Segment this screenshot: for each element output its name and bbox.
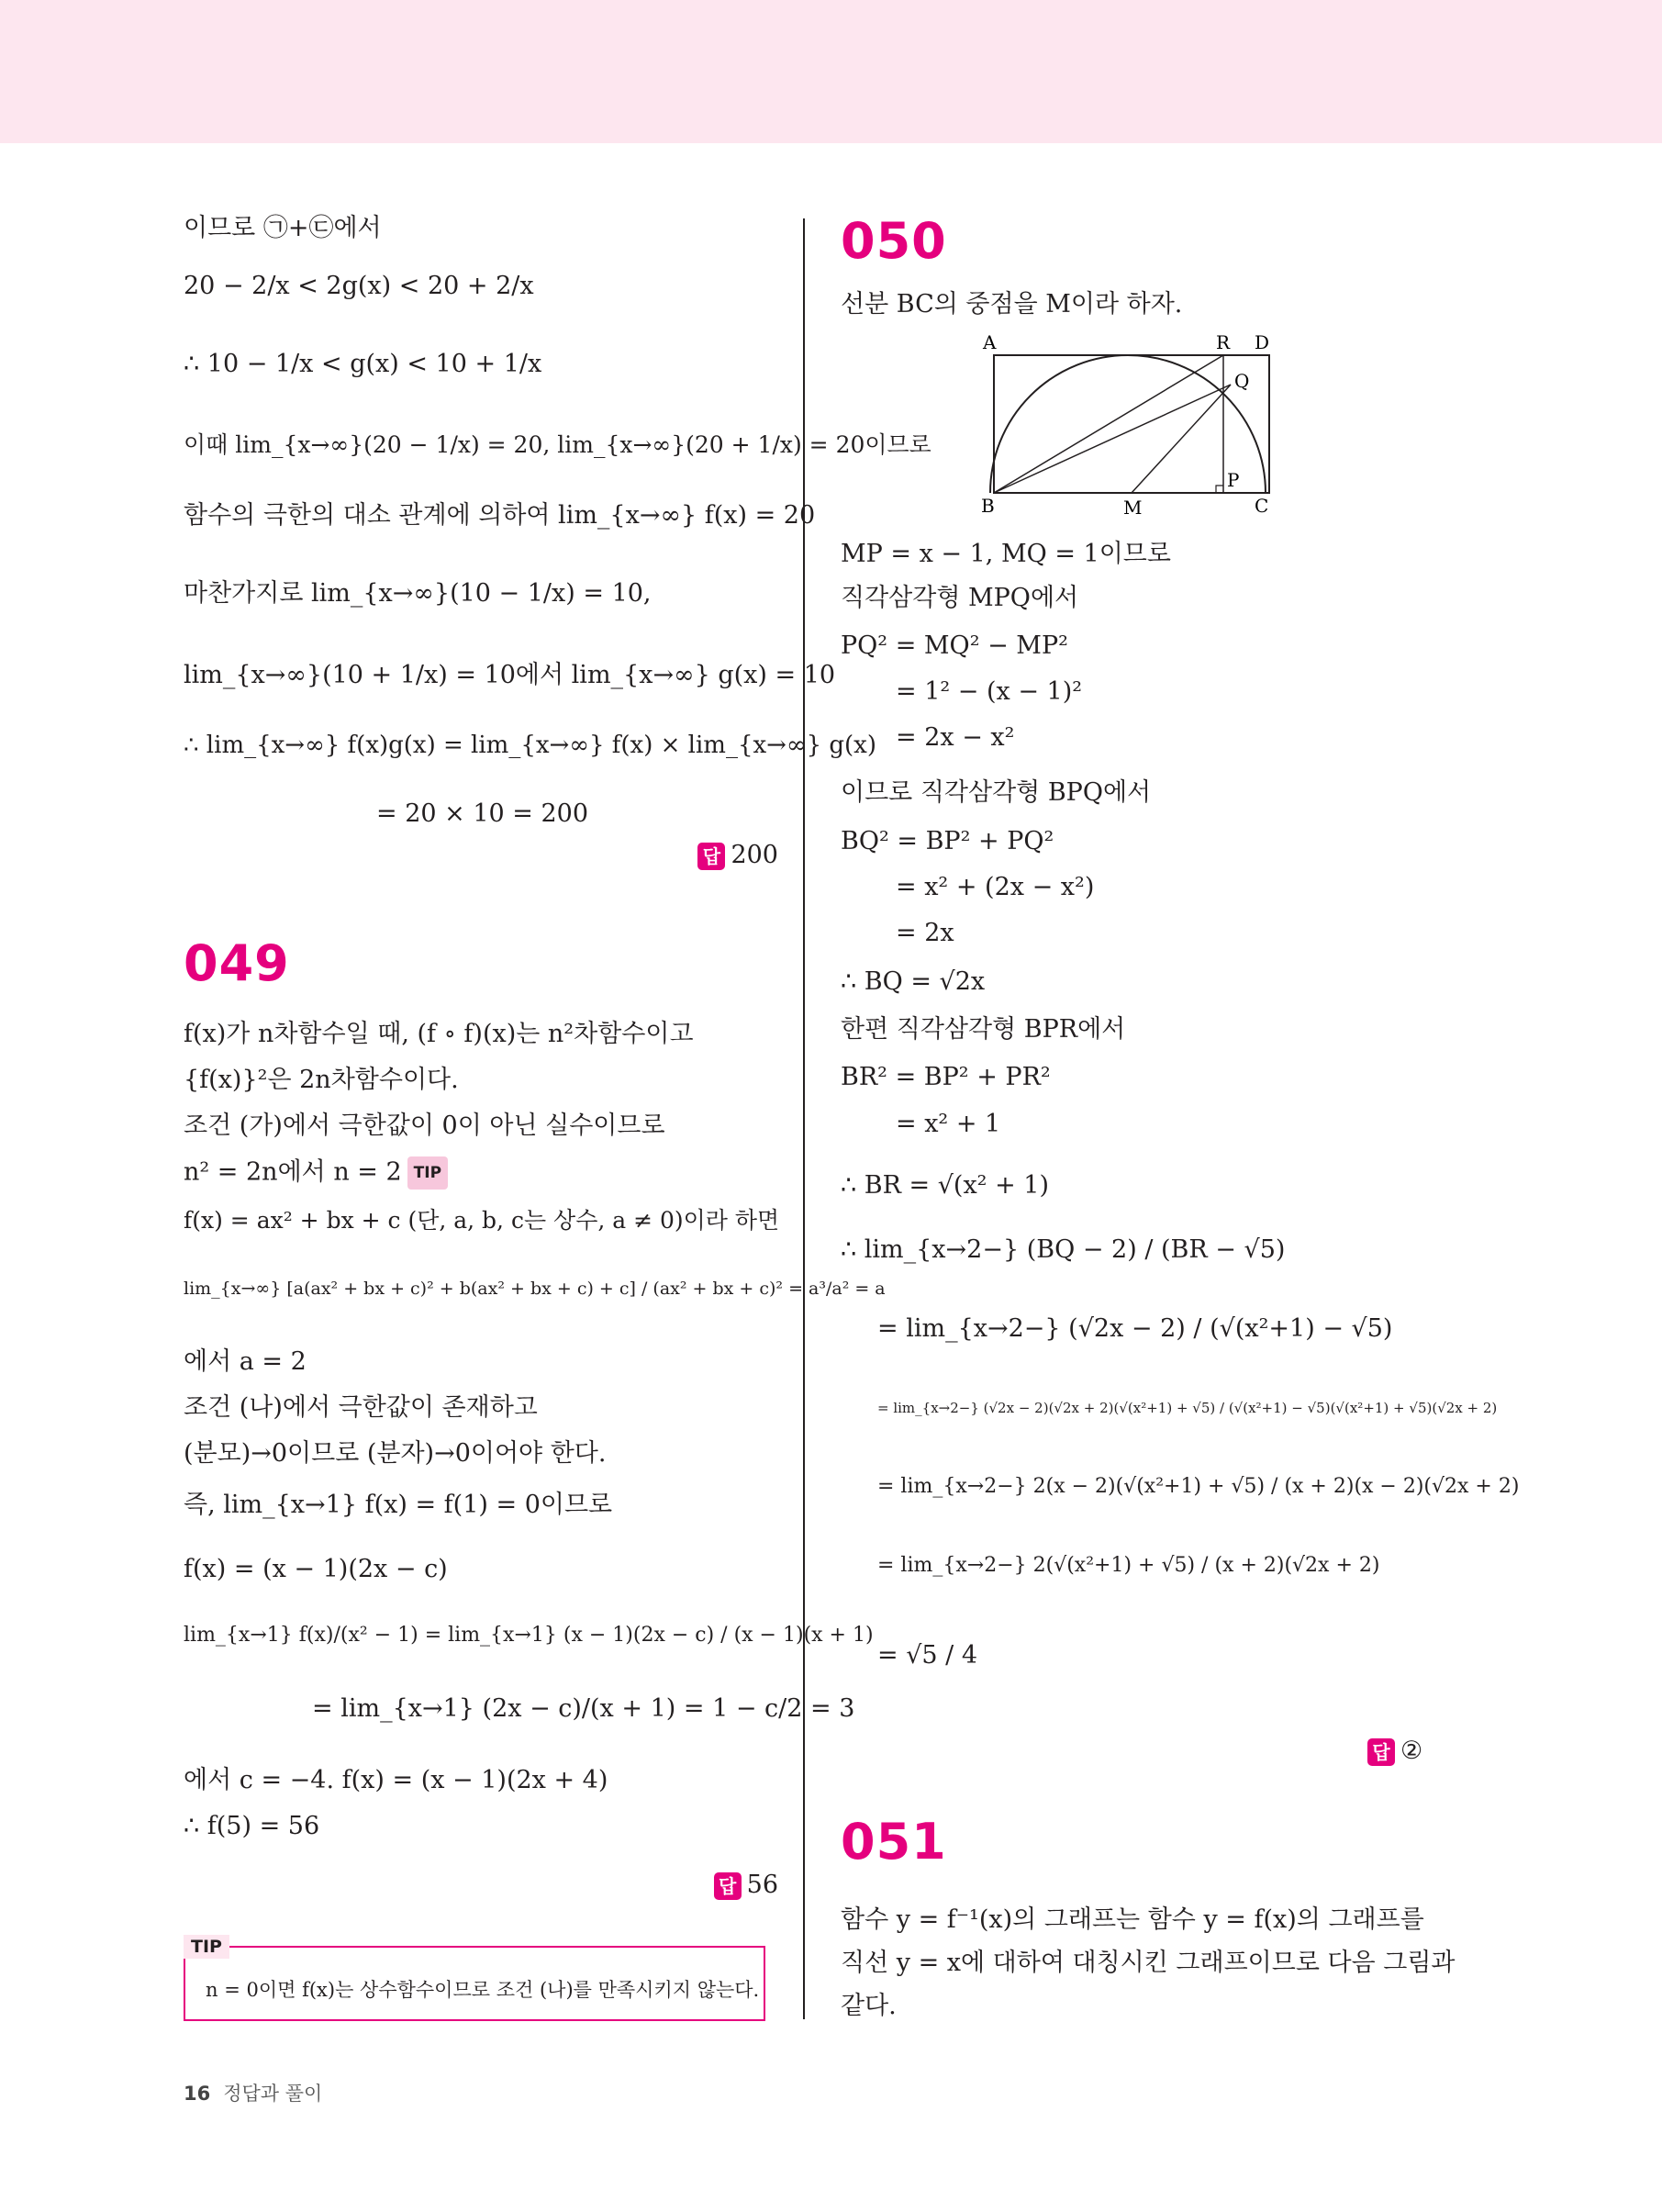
limit-f-line: 함수의 극한의 대소 관계에 의하여 lim_{x→∞} f(x) = 20 — [184, 501, 816, 530]
s050-line-2: MP = x − 1, MQ = 1이므로 — [841, 540, 1171, 568]
s049-line-9: (분모)→0이므로 (분자)→0이어야 한다. — [184, 1439, 607, 1468]
s049-line-1: f(x)가 n차함수일 때, (f ∘ f)(x)는 n²차함수이고 — [184, 1020, 694, 1048]
s051-line-3: 같다. — [841, 1992, 897, 2020]
s050-line-11: ∴ BQ = √2x — [841, 967, 986, 996]
tip-box-label: TIP — [184, 1935, 229, 1959]
s050-line-9: = x² + (2x − x²) — [896, 873, 1095, 901]
answer-badge: 답 — [714, 1872, 742, 1900]
s050-line-1: 선분 BC의 중점을 M이라 하자. — [841, 290, 1183, 318]
s050-line-19: = lim_{x→2−} 2(x − 2)(√(x²+1) + √5) / (x + 2)(x − 2)(√2x + 2) — [877, 1475, 1520, 1498]
s050-line-21: = √5 / 4 — [877, 1641, 978, 1670]
s049-line-13: = lim_{x→1} (2x − c)/(x + 1) = 1 − c/2 = 3 — [312, 1694, 855, 1723]
s050-line-7: 이므로 직각삼각형 BPQ에서 — [841, 778, 1152, 807]
footer-title: 정답과 풀이 — [223, 2083, 323, 2105]
answer-value: 56 — [746, 1871, 778, 1899]
s050-line-15: ∴ BR = √(x² + 1) — [841, 1171, 1050, 1200]
label-P: P — [1227, 469, 1240, 491]
label-D: D — [1255, 331, 1270, 353]
s050-line-20: = lim_{x→2−} 2(√(x²+1) + √5) / (x + 2)(√2x + 2) — [877, 1554, 1380, 1577]
tip-box — [184, 1937, 765, 2021]
segment-BR — [994, 355, 1223, 493]
product-result-line: = 20 × 10 = 200 — [376, 799, 589, 828]
s049-line-2: {f(x)}²은 2n차함수이다. — [184, 1066, 459, 1094]
answer-56 — [714, 1870, 778, 1901]
s050-line-3: 직각삼각형 MPQ에서 — [841, 584, 1079, 612]
answer-badge: 답 — [1367, 1738, 1395, 1766]
s049-line-4-text: n² = 2n에서 n = 2 — [184, 1157, 402, 1187]
answer-2 — [1367, 1736, 1422, 1767]
section-number-049: 049 — [184, 934, 290, 992]
s049-line-7: 에서 a = 2 — [184, 1347, 307, 1376]
limit-10-line: 마찬가지로 lim_{x→∞}(10 − 1/x) = 10, — [184, 579, 652, 608]
label-M: M — [1123, 497, 1143, 519]
column-divider — [803, 218, 805, 2019]
s049-line-15: ∴ f(5) = 56 — [184, 1812, 320, 1840]
answer-value: ② — [1400, 1737, 1423, 1765]
limit-g-line: lim_{x→∞}(10 + 1/x) = 10에서 lim_{x→∞} g(x) = 10 — [184, 661, 836, 689]
tip-chip: TIP — [407, 1156, 448, 1190]
label-C: C — [1255, 495, 1269, 517]
page-number: 16 — [184, 2083, 211, 2105]
s049-line-3: 조건 (가)에서 극한값이 0이 아닌 실수이므로 — [184, 1112, 665, 1140]
s050-line-8: BQ² = BP² + PQ² — [841, 827, 1054, 855]
s049-line-8: 조건 (나)에서 극한값이 존재하고 — [184, 1393, 538, 1422]
answer-200 — [697, 840, 778, 871]
answer-value: 200 — [731, 841, 778, 869]
inequality-2g: 20 − 2/x < 2g(x) < 20 + 2/x — [184, 272, 534, 300]
semicircle-arc — [990, 355, 1266, 493]
intro-line: 이므로 ㉠+㉢에서 — [184, 214, 382, 242]
label-A: A — [983, 331, 997, 353]
label-R: R — [1216, 331, 1231, 353]
s050-line-17: = lim_{x→2−} (√2x − 2) / (√(x²+1) − √5) — [877, 1314, 1393, 1343]
s049-line-10: 즉, lim_{x→1} f(x) = f(1) = 0이므로 — [184, 1491, 613, 1519]
geometry-figure — [974, 330, 1270, 519]
s051-line-2: 직선 y = x에 대하여 대칭시킨 그래프이므로 다음 그림과 — [841, 1949, 1456, 1977]
s051-line-1: 함수 y = f⁻¹(x)의 그래프는 함수 y = f(x)의 그래프를 — [841, 1905, 1424, 1934]
label-Q: Q — [1234, 370, 1250, 392]
s049-line-14: 에서 c = −4. f(x) = (x − 1)(2x + 4) — [184, 1766, 608, 1794]
s049-line-12: lim_{x→1} f(x)/(x² − 1) = lim_{x→1} (x − 1)(2x − c) / (x − 1)(x + 1) — [184, 1624, 874, 1647]
segment-BQ — [994, 385, 1231, 493]
s050-line-18: = lim_{x→2−} (√2x − 2)(√2x + 2)(√(x²+1) + √5) / (√(x²+1) − √5)(√(x²+1) + √5)(√2x + 2) — [877, 1400, 1498, 1416]
tip-box-text: n = 0이면 f(x)는 상수함수이므로 조건 (나)를 만족시키지 않는다. — [206, 1979, 760, 2001]
answer-badge: 답 — [697, 843, 725, 870]
page-footer — [184, 2079, 322, 2106]
section-number-051: 051 — [841, 1813, 947, 1871]
s049-line-4 — [184, 1156, 448, 1190]
s049-limit-fraction: lim_{x→∞} [a(ax² + bx + c)² + b(ax² + bx + c) + c] / (ax² + bx + c)² = a³/a² = a — [184, 1279, 886, 1299]
s050-line-13: BR² = BP² + PR² — [841, 1063, 1051, 1091]
limit-line-20: 이때 lim_{x→∞}(20 − 1/x) = 20, lim_{x→∞}(20 + 1/x) = 20이므로 — [184, 431, 931, 458]
s050-line-6: = 2x − x² — [896, 723, 1015, 752]
label-B: B — [981, 495, 995, 517]
product-limit-line: ∴ lim_{x→∞} f(x)g(x) = lim_{x→∞} f(x) × lim_{x→∞} g(x) — [184, 732, 876, 759]
s050-line-5: = 1² − (x − 1)² — [896, 677, 1083, 706]
s050-line-4: PQ² = MQ² − MP² — [841, 631, 1068, 660]
right-angle-mark — [1216, 486, 1223, 493]
s050-line-16: ∴ lim_{x→2−} (BQ − 2) / (BR − √5) — [841, 1235, 1286, 1264]
s050-line-14: = x² + 1 — [896, 1110, 1001, 1138]
top-header-band — [0, 0, 1662, 143]
s050-line-12: 한편 직각삼각형 BPR에서 — [841, 1015, 1126, 1044]
s049-line-5: f(x) = ax² + bx + c (단, a, b, c는 상수, a ≠ 0)이라 하면 — [184, 1207, 780, 1234]
s049-line-11: f(x) = (x − 1)(2x − c) — [184, 1555, 448, 1583]
inequality-g: ∴ 10 − 1/x < g(x) < 10 + 1/x — [184, 350, 542, 378]
section-number-050: 050 — [841, 212, 947, 270]
s050-line-10: = 2x — [896, 919, 954, 947]
